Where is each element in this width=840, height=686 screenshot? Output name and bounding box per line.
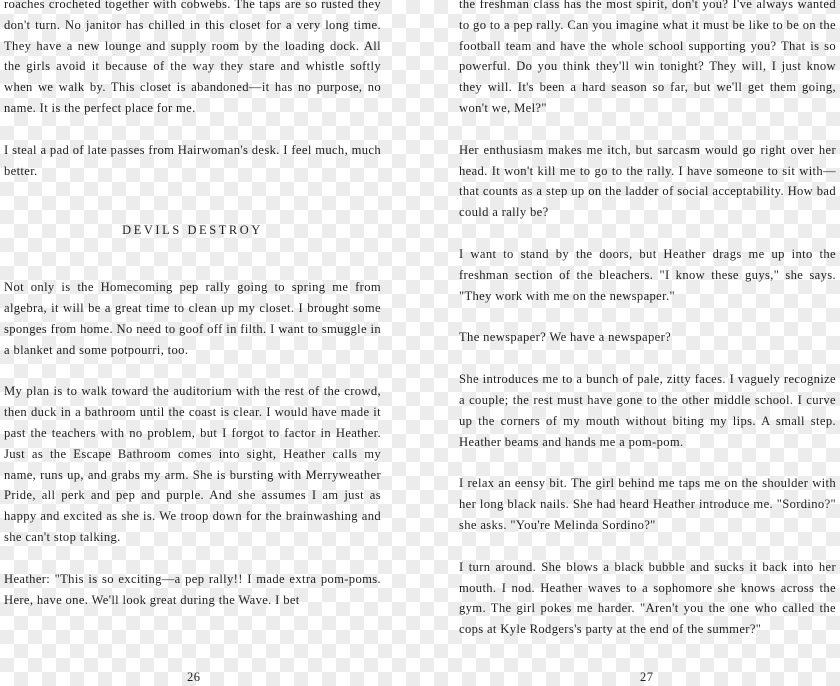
paragraph: roaches crocheted together with cobwebs. The taps are so rusted they don't turn. No janitor has chilled in this closet for a very long time. They have a new lounge and supply room by the loading dock. All the girls avoid it because of the way they stare and whistle softly when we walk by. This closet is abandoned—it has no purpose, no name. It is the perfect place for me. — [4, 0, 381, 115]
paragraph: the freshman class has the most spirit, don't you? I've always wanted to go to a pep rally. Can you imagine what it must be like to be on the football team and have the whole school supporting you? That is so powerful. Do you think they'll win tonight? They will, I just know they will. It's been a hard season so far, but we'll get them going, won't we, Mel?" — [459, 0, 836, 115]
chapter-heading: DEVILS DESTROY — [122, 223, 263, 238]
left-page — [4, 0, 381, 680]
paragraph: Her enthusiasm makes me itch, but sarcasm would go right over her head. It won't kill me to go to the rally. I have someone to sit with—that counts as a step up on the ladder of social acceptability. How bad could a rally be? — [459, 142, 836, 220]
paragraph: Heather: "This is so exciting—a pep rally!! I made extra pom-poms. Here, have one. We'll look great during the Wave. I bet — [4, 571, 381, 607]
right-page — [459, 0, 836, 680]
paragraph: Not only is the Homecoming pep rally going to spring me from algebra, it will be a great time to clean up my closet. I brought some sponges from home. No need to goof off in filth. I want to smuggle in a blanket and some potpourri, too. — [4, 280, 381, 357]
paragraph: My plan is to walk toward the auditorium with the rest of the crowd, then duck in a bathroom until the coast is clear. I would have made it past the teachers with no problem, but I forgot to factor in Heather. Just as the Escape Bathroom comes into sight, Heather calls my name, runs up, and grabs my arm. She is bursting with Merryweather Pride, all perk and pep and purple. And she assumes I am just as happy and excited as she is. We troop down for the brainwashing and she can't stop talking. — [4, 384, 381, 544]
page-number-right: 27 — [640, 670, 654, 684]
paragraph: I want to stand by the doors, but Heather drags me up into the freshman section of the bleachers. "I know these guys," she says. "They work with me on the newspaper." — [459, 246, 836, 303]
paragraph: I relax an eensy bit. The girl behind me taps me on the shoulder with her long black nails. She had heard Heather introduce me. "Sordino?" she asks. "You're Melinda Sordino?" — [459, 476, 836, 532]
paragraph: The newspaper? We have a newspaper? — [459, 330, 672, 345]
paragraph: She introduces me to a bunch of pale, zitty faces. I vaguely recognize a couple; the rest must have gone to the other middle school. I curve up the corners of my mouth without biting my lips. A small step. Heather beams and hands me a pom-pom. — [459, 372, 836, 449]
paragraph: I turn around. She blows a black bubble and sucks it back into her mouth. I nod. Heather waves to a sophomore she knows across the gym. The girl pokes me harder. "Aren't you the one who called the cops at Kyle Rodgers's party at the end of the summer?" — [459, 559, 836, 637]
paragraph: I steal a pad of late passes from Hairwoman's desk. I feel much, much better. — [4, 142, 381, 178]
page-number-left: 26 — [187, 670, 201, 684]
